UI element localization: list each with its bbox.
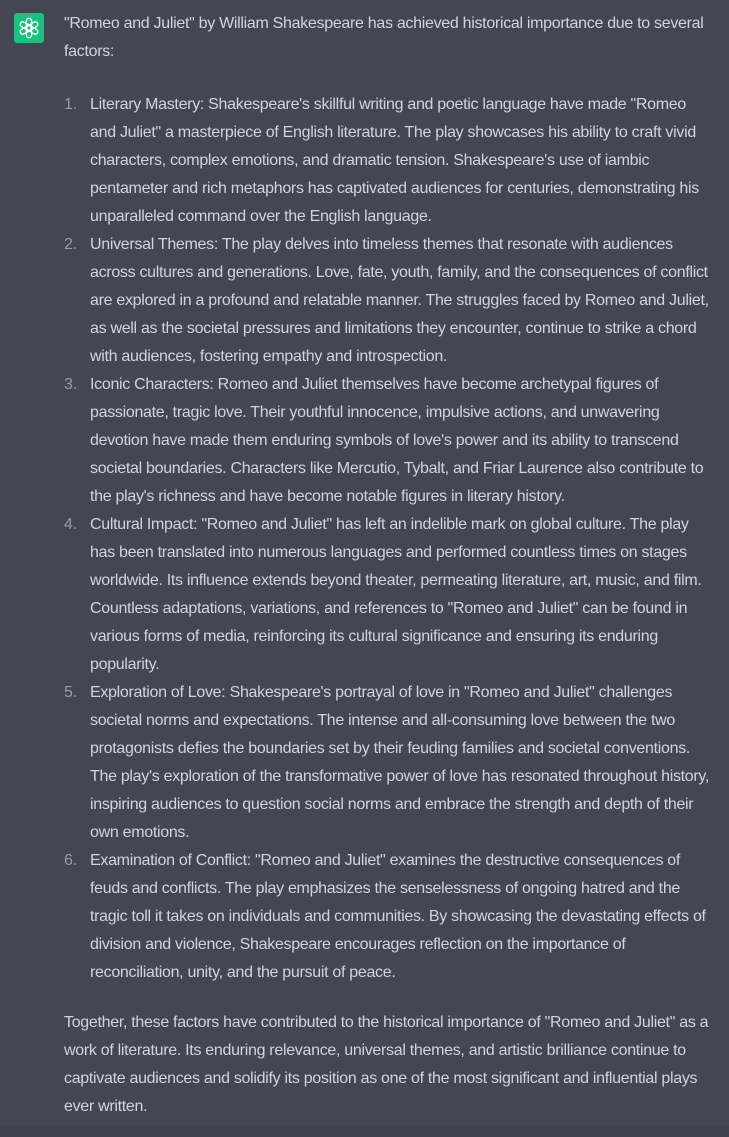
list-item-text: Universal Themes: The play delves into timeless themes that resonate with audiences across cultures and generations. Love, fate, youth, family, and the consequences of conflict are explored in a profound and relatable manner. The struggles faced by Romeo and Juliet, as well as the societal pressures and limitations they encounter, continue to strike a chord with audiences, fostering empathy and introspection.	[90, 236, 709, 365]
list-item	[64, 91, 713, 231]
intro-paragraph: "Romeo and Juliet" by William Shakespeare has achieved historical importance due to several factors:	[64, 15, 704, 60]
next-row-edge	[0, 1125, 729, 1137]
list-item-number: 5.	[64, 684, 77, 701]
list-item-text: Exploration of Love: Shakespeare's portrayal of love in "Romeo and Juliet" challenges societal norms and expectations. The intense and all-consuming love between the two protagonists defies the boundaries set by their feuding families and societal conventions. The play's exploration of the transformative power of love has resonated throughout history, inspiring audiences to question social norms and embrace the strength and depth of their own emotions.	[90, 684, 710, 841]
numbered-list	[64, 91, 713, 987]
list-item	[64, 511, 713, 679]
conclusion-paragraph: Together, these factors have contributed to the historical importance of "Romeo and Juliet" as a work of literature. Its enduring relevance, universal themes, and artistic brilliance continue to captivate audiences and solidify its position as one of the most significant and influential plays ever written.	[64, 1014, 709, 1115]
list-item	[64, 847, 713, 987]
assistant-avatar	[14, 13, 44, 43]
list-item-number: 3.	[64, 376, 77, 393]
list-item-text: Iconic Characters: Romeo and Juliet themselves have become archetypal figures of passionate, tragic love. Their youthful innocence, impulsive actions, and unwavering devotion have made them enduring symbols of love's power and its ability to transcend societal boundaries. Characters like Mercutio, Tybalt, and Friar Laurence also contribute to the play's richness and have become notable figures in literary history.	[90, 376, 704, 505]
list-item	[64, 371, 713, 511]
list-item-text: Cultural Impact: "Romeo and Juliet" has left an indelible mark on global culture. The play has been translated into numerous languages and performed countless times on stages worldwide. Its influence extends beyond theater, permeating literature, art, music, and film. Countless adaptations, variations, and references to "Romeo and Juliet" can be found in various forms of media, reinforcing its cultural significance and ensuring its enduring popularity.	[90, 516, 702, 673]
openai-logo-icon	[18, 17, 40, 39]
list-item-text: Examination of Conflict: "Romeo and Juliet" examines the destructive consequences of feuds and conflicts. The play emphasizes the senselessness of ongoing hatred and the tragic toll it takes on individuals and communities. By showcasing the devastating effects of division and violence, Shakespeare encourages reflection on the importance of reconciliation, unity, and the pursuit of peace.	[90, 852, 706, 981]
message-content	[64, 10, 713, 1121]
list-item	[64, 231, 713, 371]
list-item-number: 1.	[64, 96, 77, 113]
list-item-number: 4.	[64, 516, 77, 533]
list-item-number: 2.	[64, 236, 77, 253]
list-item-number: 6.	[64, 852, 77, 869]
list-item	[64, 679, 713, 847]
list-item-text: Literary Mastery: Shakespeare's skillful writing and poetic language have made "Romeo and Juliet" a masterpiece of English literature. The play showcases his ability to craft vivid characters, complex emotions, and dramatic tension. Shakespeare's use of iambic pentameter and rich metaphors has captivated audiences for centuries, demonstrating his unparalleled command over the English language.	[90, 96, 699, 225]
